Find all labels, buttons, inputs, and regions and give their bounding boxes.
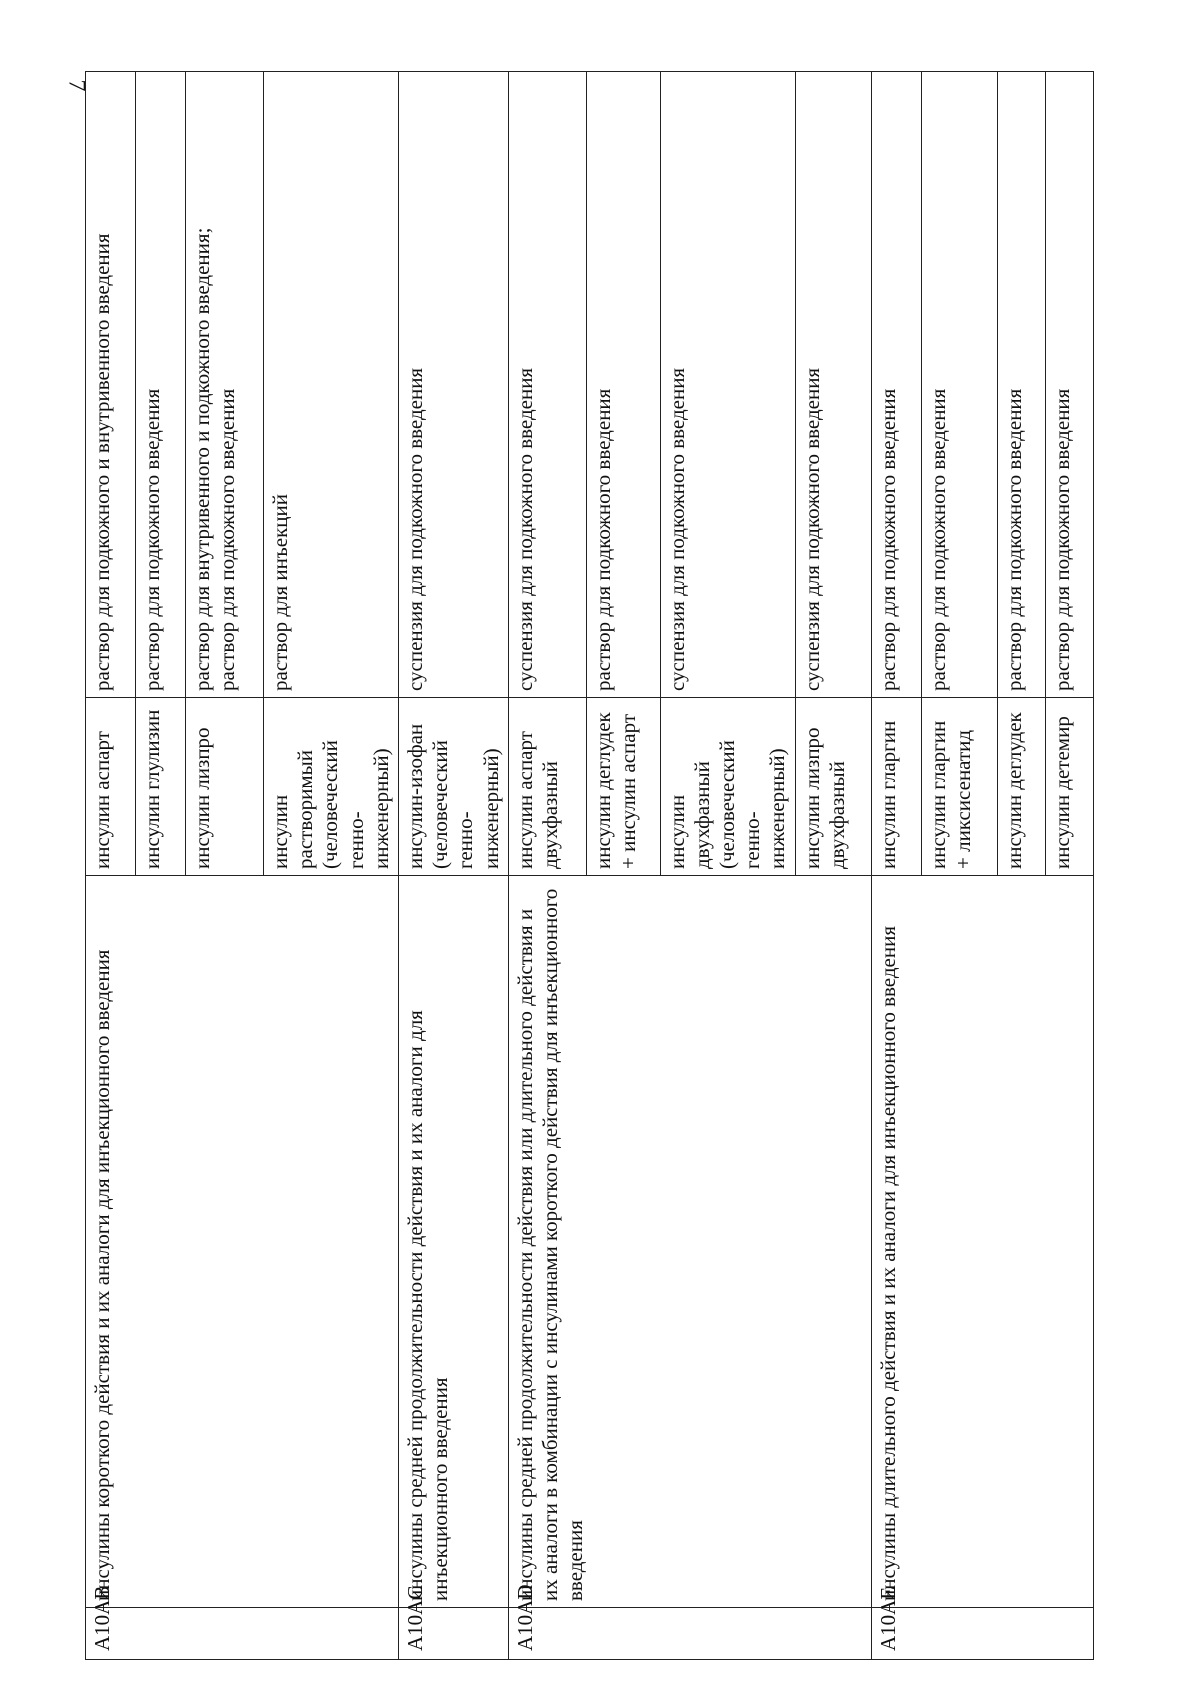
dosage-form-cell: раствор для инъекций [264, 72, 399, 698]
drug-name-cell: инсулин аспарт [86, 698, 136, 876]
dosage-form-cell: суспензия для подкожного введения [398, 72, 508, 698]
group-name-cell: инсулины короткого действия и их аналоги для инъекционного введения [86, 876, 399, 1608]
table-row [508, 72, 586, 1660]
drug-name-cell: инсулин лизпро двухфазный [795, 698, 871, 876]
dosage-form-cell: раствор для подкожного введения [136, 72, 186, 698]
drug-name-cell: инсулин аспарт двухфазный [508, 698, 586, 876]
atc-code-cell: A10AB [86, 1608, 399, 1660]
dosage-form-cell: суспензия для подкожного введения [660, 72, 795, 698]
atc-code-cell: A10AD [508, 1608, 871, 1660]
drug-name-cell: инсулин-изофан (человеческий генно-инженерный) [398, 698, 508, 876]
table-row [871, 72, 921, 1660]
dosage-form-cell: суспензия для подкожного введения [508, 72, 586, 698]
group-name-cell: инсулины средней продолжительности действия или длительного действия и их аналоги в комбинации с инсулинами короткого действия для инъекционного введения [508, 876, 871, 1608]
group-name-cell: инсулины длительного действия и их аналоги для инъекционного введения [871, 876, 1093, 1608]
drug-name-cell: инсулин деглудек [997, 698, 1045, 876]
dosage-form-cell: раствор для подкожного введения [921, 72, 997, 698]
dosage-form-cell: раствор для подкожного введения [1045, 72, 1093, 698]
drug-name-cell: инсулин детемир [1045, 698, 1093, 876]
dosage-form-line: раствор для подкожного введения [215, 388, 240, 691]
drug-table [85, 71, 1094, 1660]
dosage-form-line: раствор для внутривенного и подкожного введения; [190, 227, 214, 691]
page-number: 7 [63, 79, 90, 92]
dosage-form-cell: раствор для подкожного введения [586, 72, 660, 698]
table-row [86, 72, 136, 1660]
dosage-form-cell: раствор для подкожного введения [871, 72, 921, 698]
drug-name-cell: инсулин гларгин + ликсисенатид [921, 698, 997, 876]
dosage-form-cell [186, 72, 264, 698]
dosage-form-cell: суспензия для подкожного введения [795, 72, 871, 698]
drug-name-cell: инсулин глулизин [136, 698, 186, 876]
drug-name-cell: инсулин двухфазный (человеческий генно-инженерный) [660, 698, 795, 876]
rotated-page [85, 72, 1085, 1660]
drug-name-cell: инсулин растворимый (человеческий генно-инженерный) [264, 698, 399, 876]
dosage-form-cell: раствор для подкожного и внутривенного введения [86, 72, 136, 698]
table-row [398, 72, 508, 1660]
drug-name-cell: инсулин лизпро [186, 698, 264, 876]
dosage-form-cell: раствор для подкожного введения [997, 72, 1045, 698]
atc-code-cell: A10AC [398, 1608, 508, 1660]
atc-code-cell: A10AE [871, 1608, 1093, 1660]
drug-name-cell: инсулин гларгин [871, 698, 921, 876]
group-name-cell: инсулины средней продолжительности действия и их аналоги для инъекционного введения [398, 876, 508, 1608]
drug-name-cell: инсулин деглудек + инсулин аспарт [586, 698, 660, 876]
